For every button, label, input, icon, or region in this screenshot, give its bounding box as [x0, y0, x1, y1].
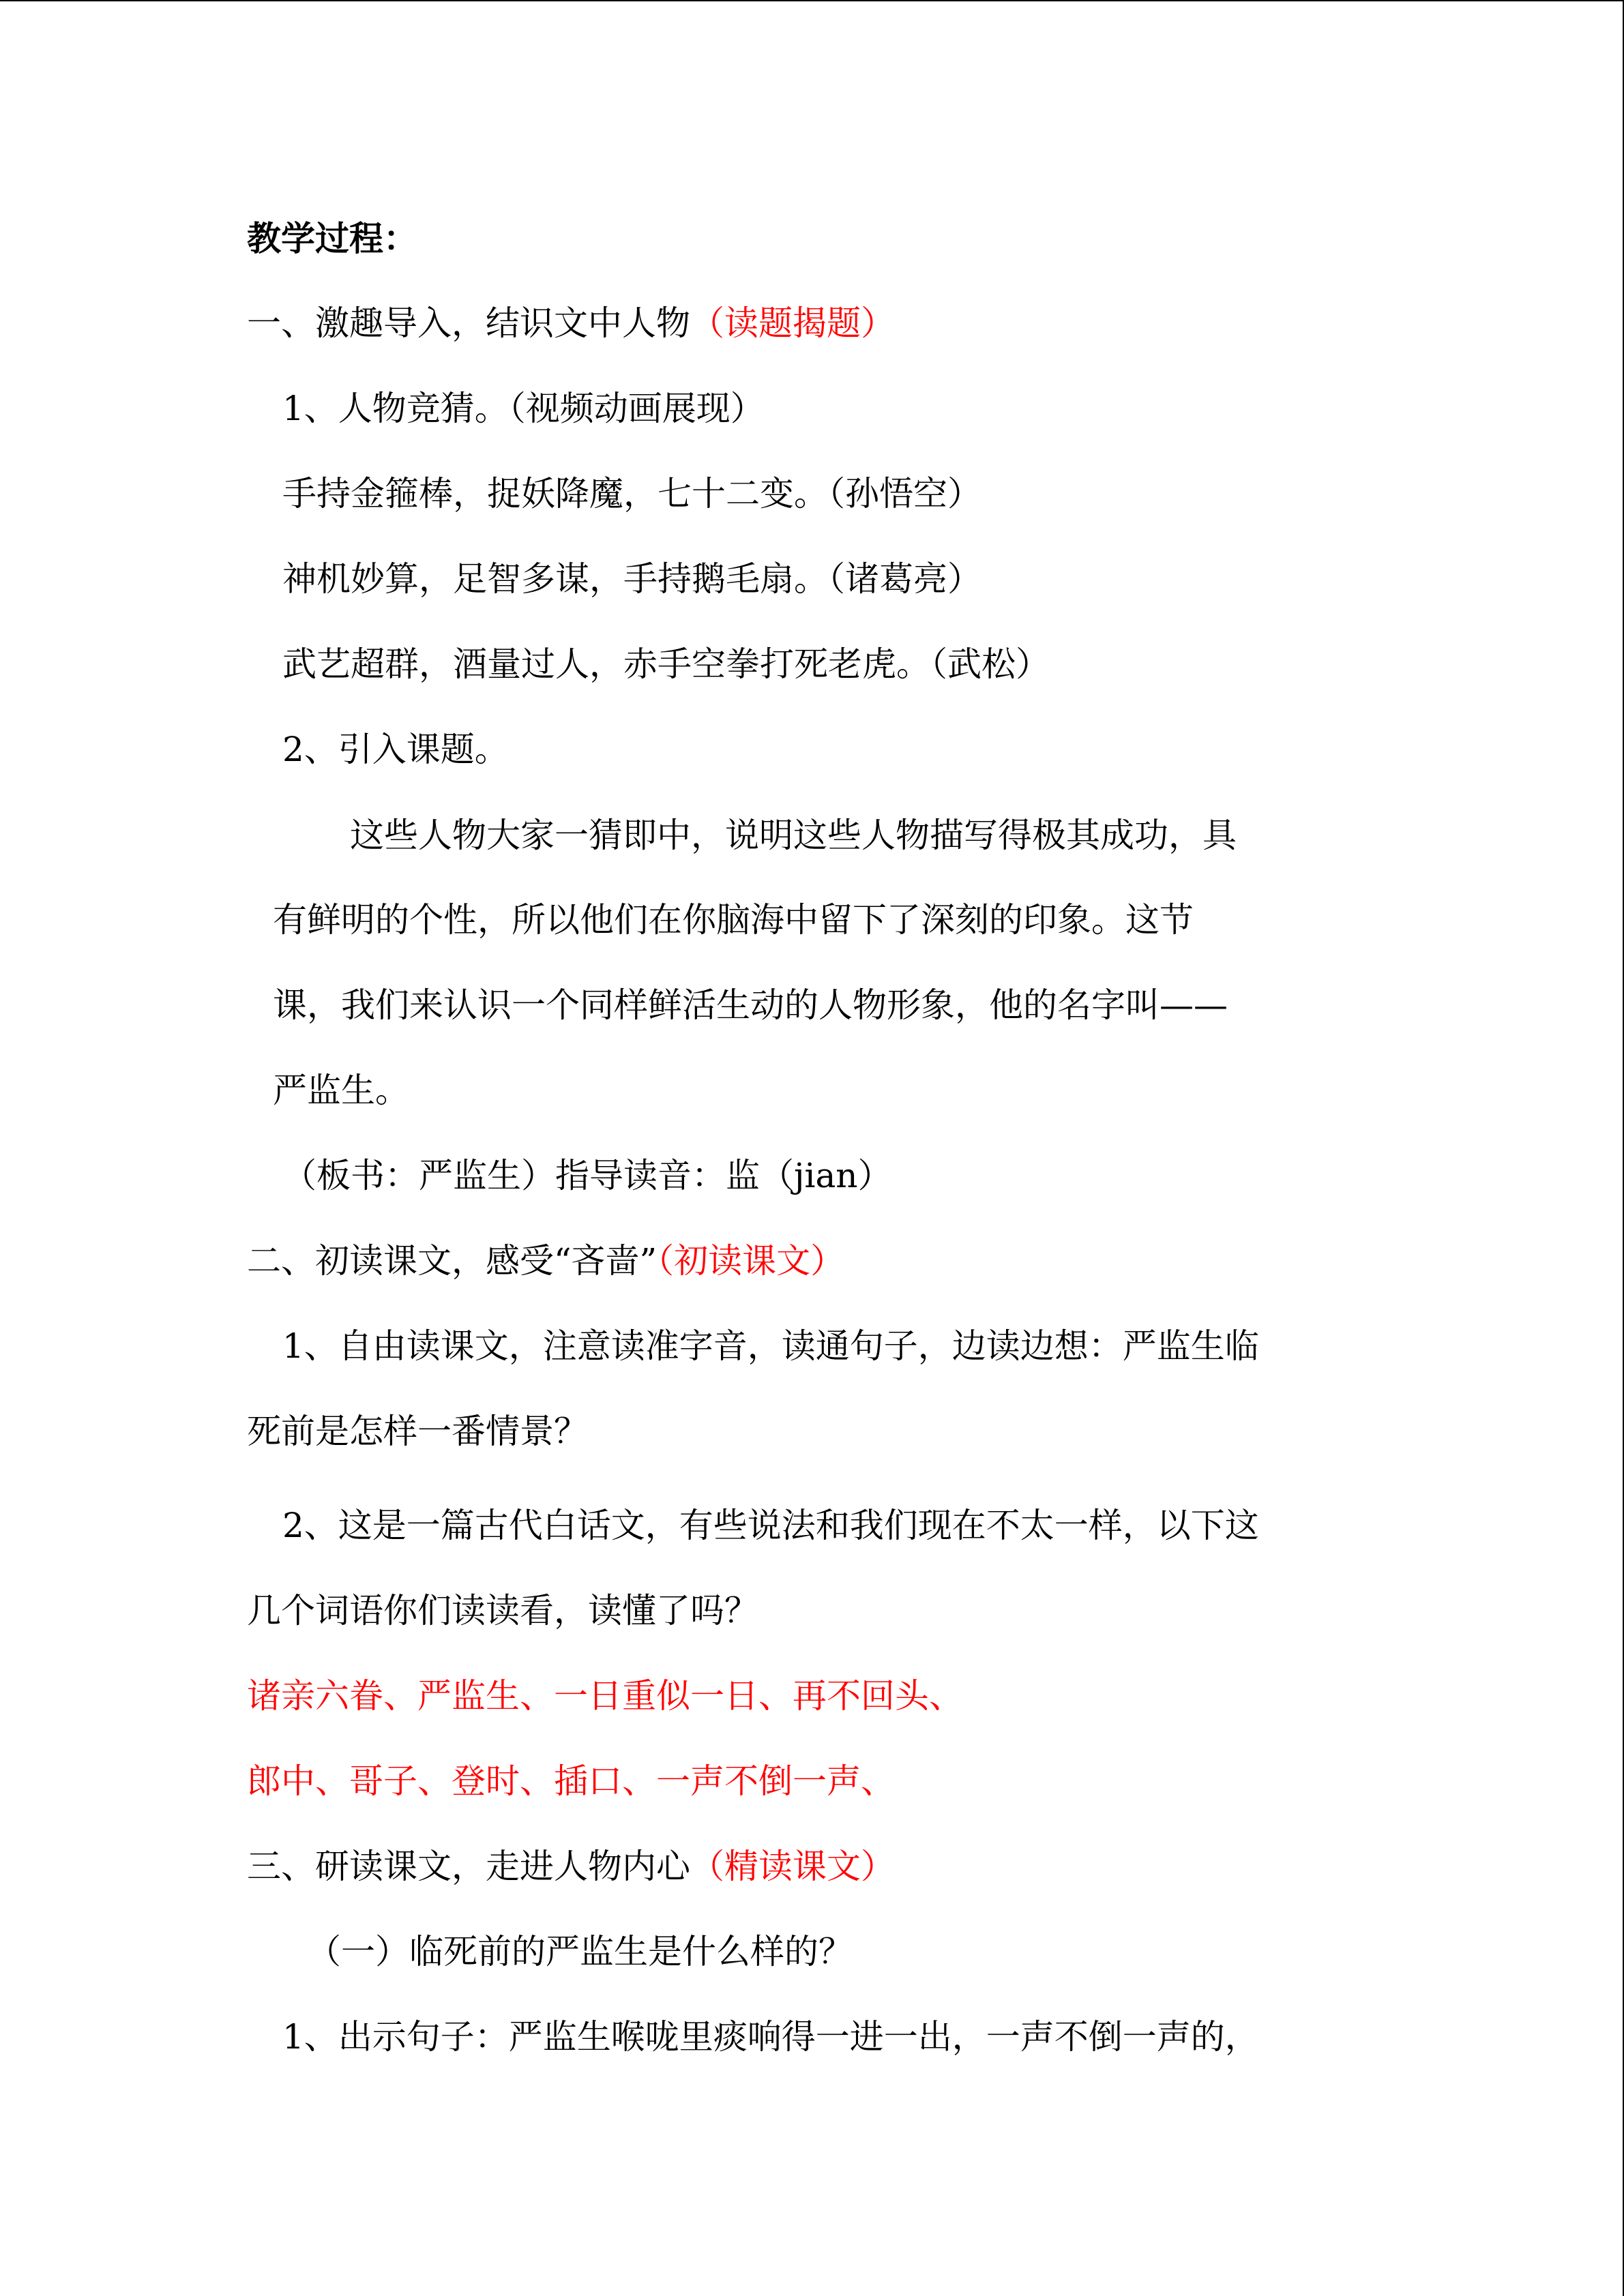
page-top-border	[0, 0, 1623, 1]
intro-paragraph-line-2: 有鲜明的个性，所以他们在你脑海中留下了深刻的印象。这节	[273, 900, 1194, 940]
section-1-item-1: 1、人物竞猜。（视频动画展现）	[282, 389, 765, 428]
section-1-title: 一、激趣导入，结识文中人物	[247, 303, 690, 343]
section-3-subheading: （一）临死前的严监生是什么样的？	[307, 1932, 853, 1971]
board-writing-note: （板书：严监生）指导读音：监（jian）	[282, 1156, 892, 1195]
section-2-title: 二、初读课文，感受“吝啬”	[247, 1241, 658, 1281]
section-3-heading	[247, 1845, 895, 1888]
section-2-item-1-line-1: 1、自由读课文，注意读准字音，读通句子，边读边想：严监生临	[282, 1326, 1259, 1366]
vocabulary-words-line-1: 诸亲六眷、严监生、一日重似一日、再不回头、	[247, 1676, 963, 1716]
section-2-item-1-line-2: 死前是怎样一番情景？	[247, 1412, 588, 1451]
intro-paragraph-line-3: 课，我们来认识一个同样鲜活生动的人物形象，他的名字叫——	[273, 985, 1228, 1025]
intro-paragraph-line-1: 这些人物大家一猜即中，说明这些人物描写得极其成功，具	[350, 816, 1237, 855]
riddle-wu-song: 武艺超群，酒量过人，赤手空拳打死老虎。（武松）	[282, 644, 1050, 684]
section-2-item-2-line-1: 2、这是一篇古代白话文，有些说法和我们现在不太一样，以下这	[282, 1506, 1259, 1545]
vocabulary-words-line-2: 郎中、哥子、登时、插口、一声不倒一声、	[247, 1761, 895, 1801]
riddle-zhuge-liang: 神机妙算，足智多谋，手持鹅毛扇。（诸葛亮）	[282, 559, 981, 599]
section-3-title: 三、研读课文，走进人物内心	[247, 1847, 690, 1886]
section-3-item-1: 1、出示句子：严监生喉咙里痰响得一进一出，一声不倒一声的，	[282, 2017, 1259, 2057]
riddle-sun-wukong: 手持金箍棒，捉妖降魔，七十二变。（孙悟空）	[282, 474, 981, 513]
section-1-note: （读题揭题）	[690, 303, 895, 343]
section-2-note: （初读课文）	[657, 1241, 845, 1281]
section-1-item-2: 2、引入课题。	[282, 730, 509, 769]
section-1-heading	[247, 301, 895, 345]
section-2-item-2-line-2: 几个词语你们读读看，读懂了吗？	[247, 1591, 758, 1630]
teaching-process-heading: 教学过程：	[247, 218, 417, 258]
intro-paragraph-line-4: 严监生。	[273, 1071, 409, 1110]
section-3-note: （精读课文）	[690, 1847, 895, 1886]
section-2-heading	[247, 1239, 844, 1283]
